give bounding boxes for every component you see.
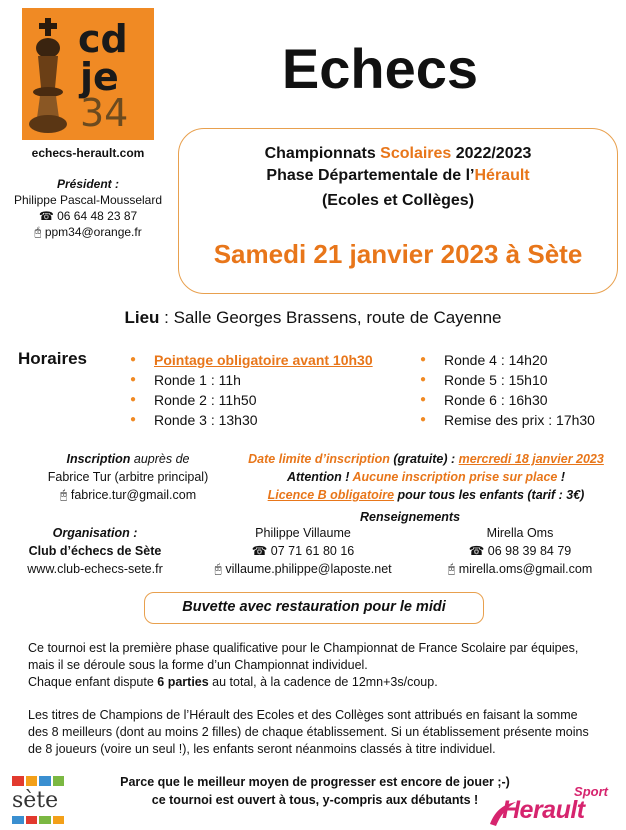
site-link[interactable]: echecs-herault.com [31,146,145,160]
schedule-item: ● Ronde 1 : 11h [130,370,373,390]
logo-je-text: je [80,55,119,99]
schedule-item: ● Ronde 2 : 11h50 [130,390,373,410]
president-phone: ☎ 06 64 48 23 87 [38,209,138,223]
mouse-icon: 🖰 [214,562,222,576]
organisation-role: Organisation : [52,526,138,540]
contact-name: Mirella Oms [486,526,554,540]
logo-34-text: 34 [80,91,129,135]
venue-label: Lieu [124,308,160,327]
chess-king-icon [28,18,68,136]
president-name: Philippe Pascal-Mousselard [13,193,163,207]
inscription-name: Fabrice Tur (arbitre principal) [47,470,209,484]
contact-phone: ☎ 06 98 39 84 79 [468,544,572,558]
scolaires-highlight: Scolaires [380,145,452,162]
inscription-heading: Inscription auprès de [66,452,190,466]
mouse-icon: 🖰 [447,562,456,576]
sport-herault-logo [488,786,618,828]
schedule-item: ● Ronde 5 : 15h10 [420,370,595,390]
event-date: Samedi 21 janvier 2023 à Sète [213,239,583,269]
championship-line2: Phase Départementale de l’Hérault [266,167,530,184]
page-title: Echecs [281,37,479,100]
licence-line: Licence B obligatoire pour tous les enfants (tarif : 3€) [267,488,585,502]
schedule-item: ● Ronde 3 : 13h30 [130,410,373,430]
cdje34-logo [22,8,154,140]
description-paragraph-2: Les titres de Champions de l’Hérault des Ecoles et des Collèges sont attribués en faisant la somme des 8 meilleurs (dont au moins 2 filles) de chaque établissement. Si un établissement présente moins de 8 joueurs (voire un seul !), les enfants seront néanmoins classés à titre individuel. [28,708,589,756]
deadline-line: Date limite d’inscription (gratuite) : mercredi 18 janvier 2023 [248,452,604,466]
contact-phone: ☎ 07 71 61 80 16 [251,544,355,558]
sete-logo [10,776,66,826]
organisation-club: Club d’échecs de Sète [28,544,162,558]
inscription-email-row[interactable] [28,486,228,504]
mouse-icon: 🖰 [59,488,68,502]
closing-message: Parce que le meilleur moyen de progresser est encore de jouer ;-) ce tournoi est ouvert à tous, y-compris aux débutants ! [120,775,510,807]
contact-email-row[interactable] [420,560,620,578]
herault-highlight: Hérault [474,167,530,184]
president-block [0,176,176,240]
logo-cd-text: cd [78,17,128,61]
contact-name: Philippe Villaume [255,526,351,540]
venue [0,308,626,328]
schedule-left [130,350,373,430]
contact-oms [420,524,620,578]
inscription-block [28,450,228,504]
president-email-row[interactable] [0,224,176,240]
renseignements-title: Renseignements [360,510,461,524]
schedule-item: ● Ronde 4 : 14h20 [420,350,595,370]
championship-line3: (Ecoles et Collèges) [321,192,475,209]
contact-villaume [200,524,406,578]
sete-logo-text: sète [12,788,59,813]
attention-line: Attention ! Aucune inscription prise sur place ! [286,470,566,484]
contact-email: villaume.philippe@laposte.net [225,562,392,576]
championship-line1: Championnats Scolaires 2022/2023 [264,145,532,162]
herault-logo-text: Herault [502,796,585,824]
schedule-item: ● Ronde 6 : 16h30 [420,390,595,410]
president-email: ppm34@orange.fr [44,225,142,239]
sport-logo-text: Sport [574,784,608,799]
buvette-box: Buvette avec restauration pour le midi [144,592,484,624]
schedule-right [420,350,595,430]
organisation-site[interactable]: www.club-echecs-sete.fr [27,562,163,576]
description-paragraph-1: Ce tournoi est la première phase qualificative pour le Championnat de France Scolaire par équipes, mais il se déroule sous la forme d’un Championnat individuel. Chaque enfant dispute 6 parties au total, à la cadence de 12mn+3s/coup. [28,641,579,689]
schedule-item: ● Remise des prix : 17h30 [420,410,595,430]
organisation-block [6,524,184,578]
president-role: Président : [56,177,119,191]
schedule-title: Horaires [18,349,87,368]
mouse-icon: 🖰 [34,225,42,239]
conditions-block [226,450,626,504]
contact-email-row[interactable] [200,560,406,578]
deadline-date: mercredi 18 janvier 2023 [458,452,604,466]
schedule-item: ● Pointage obligatoire avant 10h30 [130,350,373,370]
venue-value: : Salle Georges Brassens, route de Cayenne [159,308,502,327]
championship-box [178,128,618,294]
inscription-email: fabrice.tur@gmail.com [70,488,197,502]
contact-email: mirella.oms@gmail.com [458,562,593,576]
